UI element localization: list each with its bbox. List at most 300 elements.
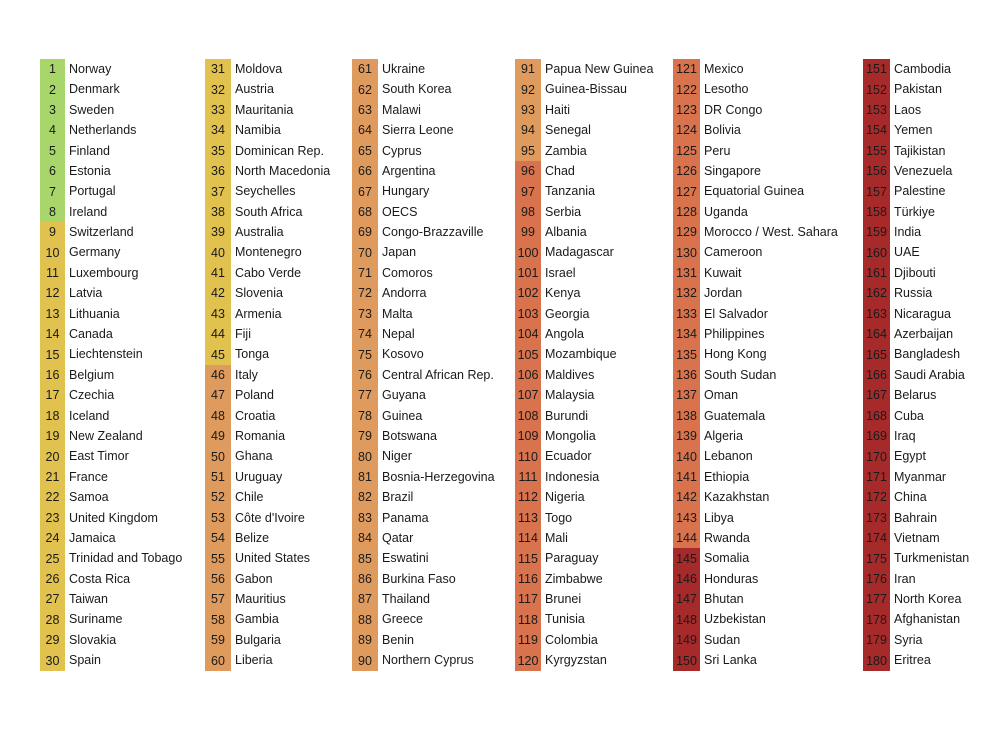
rank-number: 116 bbox=[515, 569, 541, 589]
rank-column bbox=[352, 59, 495, 671]
rank-number: 152 bbox=[863, 79, 890, 99]
rank-number: 38 bbox=[205, 202, 231, 222]
table-row bbox=[40, 324, 182, 344]
rank-number: 149 bbox=[673, 630, 700, 650]
table-row bbox=[673, 120, 838, 140]
table-row bbox=[863, 120, 969, 140]
table-row bbox=[863, 79, 969, 99]
rank-number: 125 bbox=[673, 141, 700, 161]
table-row bbox=[205, 141, 330, 161]
table-row bbox=[863, 569, 969, 589]
rank-number: 2 bbox=[40, 79, 65, 99]
table-row bbox=[205, 426, 330, 446]
country-name: Kuwait bbox=[704, 265, 742, 280]
rank-number: 61 bbox=[352, 59, 378, 79]
country-name: Kosovo bbox=[382, 347, 424, 362]
country-name: Bosnia-Herzegovina bbox=[382, 469, 495, 484]
country-name: Lithuania bbox=[69, 306, 120, 321]
rank-number: 77 bbox=[352, 385, 378, 405]
rank-number: 69 bbox=[352, 222, 378, 242]
table-row bbox=[205, 263, 330, 283]
rank-number: 164 bbox=[863, 324, 890, 344]
table-row bbox=[40, 385, 182, 405]
table-row bbox=[863, 59, 969, 79]
country-name: Zambia bbox=[545, 143, 587, 158]
table-row bbox=[515, 120, 653, 140]
country-name: Guinea bbox=[382, 408, 423, 423]
table-row bbox=[352, 100, 495, 120]
country-name: Nigeria bbox=[545, 490, 585, 505]
country-name: Guyana bbox=[382, 388, 426, 403]
table-row bbox=[515, 630, 653, 650]
table-row bbox=[863, 365, 969, 385]
rank-number: 144 bbox=[673, 528, 700, 548]
country-name: Mali bbox=[545, 530, 568, 545]
rank-number: 159 bbox=[863, 222, 890, 242]
table-row bbox=[352, 202, 495, 222]
table-row bbox=[863, 508, 969, 528]
country-name: Estonia bbox=[69, 163, 111, 178]
rank-number: 83 bbox=[352, 508, 378, 528]
table-row bbox=[515, 202, 653, 222]
table-row bbox=[515, 304, 653, 324]
rank-number: 5 bbox=[40, 141, 65, 161]
country-name: Malaysia bbox=[545, 388, 595, 403]
rank-number: 122 bbox=[673, 79, 700, 99]
rank-number: 161 bbox=[863, 263, 890, 283]
country-name: Congo-Brazzaville bbox=[382, 225, 484, 240]
rank-number: 62 bbox=[352, 79, 378, 99]
table-row bbox=[673, 141, 838, 161]
country-name: Saudi Arabia bbox=[894, 367, 965, 382]
country-name: Oman bbox=[704, 388, 739, 403]
table-row bbox=[863, 344, 969, 364]
country-name: Cambodia bbox=[894, 61, 951, 76]
country-name: Pakistan bbox=[894, 82, 942, 97]
country-name: Switzerland bbox=[69, 225, 134, 240]
country-name: Ukraine bbox=[382, 61, 426, 76]
rank-number: 13 bbox=[40, 304, 65, 324]
country-name: Lesotho bbox=[704, 82, 749, 97]
country-name: Côte d'Ivoire bbox=[235, 510, 305, 525]
country-name: Turkmenistan bbox=[894, 551, 970, 566]
table-row bbox=[40, 263, 182, 283]
rank-number: 10 bbox=[40, 243, 65, 263]
table-row bbox=[352, 59, 495, 79]
rank-number: 65 bbox=[352, 141, 378, 161]
table-row bbox=[352, 610, 495, 630]
country-name: Canada bbox=[69, 327, 113, 342]
rank-number: 7 bbox=[40, 181, 65, 201]
rank-number: 43 bbox=[205, 304, 231, 324]
table-row bbox=[40, 202, 182, 222]
rank-number: 140 bbox=[673, 446, 700, 466]
rank-number: 78 bbox=[352, 406, 378, 426]
country-name: Japan bbox=[382, 245, 417, 260]
rank-number: 31 bbox=[205, 59, 231, 79]
table-row bbox=[40, 508, 182, 528]
table-row bbox=[205, 569, 330, 589]
rank-number: 71 bbox=[352, 263, 378, 283]
country-name: North Korea bbox=[894, 592, 962, 607]
table-row bbox=[205, 528, 330, 548]
rank-number: 102 bbox=[515, 283, 541, 303]
rank-number: 174 bbox=[863, 528, 890, 548]
country-name: Liberia bbox=[235, 653, 273, 668]
country-name: Somalia bbox=[704, 551, 750, 566]
table-row bbox=[205, 202, 330, 222]
table-row bbox=[205, 344, 330, 364]
country-name: Mauritania bbox=[235, 102, 294, 117]
country-name: Ethiopia bbox=[704, 469, 750, 484]
rank-number: 23 bbox=[40, 508, 65, 528]
country-name: Seychelles bbox=[235, 184, 296, 199]
table-row bbox=[205, 304, 330, 324]
table-row bbox=[40, 610, 182, 630]
table-row bbox=[352, 650, 495, 670]
rank-number: 66 bbox=[352, 161, 378, 181]
rank-number: 12 bbox=[40, 283, 65, 303]
rank-number: 100 bbox=[515, 243, 541, 263]
country-name: OECS bbox=[382, 204, 418, 219]
rank-number: 126 bbox=[673, 161, 700, 181]
country-name: Germany bbox=[69, 245, 121, 260]
country-name: Maldives bbox=[545, 367, 595, 382]
table-row bbox=[673, 487, 838, 507]
rank-number: 143 bbox=[673, 508, 700, 528]
table-row bbox=[205, 406, 330, 426]
table-row bbox=[863, 243, 969, 263]
country-name: Rwanda bbox=[704, 530, 750, 545]
table-row bbox=[673, 569, 838, 589]
country-name: Bangladesh bbox=[894, 347, 961, 362]
table-row bbox=[863, 650, 969, 670]
country-name: Iceland bbox=[69, 408, 110, 423]
country-name: Norway bbox=[69, 61, 112, 76]
table-row bbox=[863, 324, 969, 344]
rank-number: 147 bbox=[673, 589, 700, 609]
table-row bbox=[515, 243, 653, 263]
rank-number: 136 bbox=[673, 365, 700, 385]
rank-number: 47 bbox=[205, 385, 231, 405]
table-row bbox=[205, 385, 330, 405]
country-name: Mauritius bbox=[235, 592, 286, 607]
country-name: Honduras bbox=[704, 571, 759, 586]
rank-number: 60 bbox=[205, 650, 231, 670]
table-row bbox=[40, 467, 182, 487]
country-name: Laos bbox=[894, 102, 922, 117]
country-name: Luxembourg bbox=[69, 265, 139, 280]
rank-number: 92 bbox=[515, 79, 541, 99]
table-row bbox=[352, 589, 495, 609]
rank-number: 163 bbox=[863, 304, 890, 324]
rank-number: 25 bbox=[40, 548, 65, 568]
rank-number: 36 bbox=[205, 161, 231, 181]
country-name: Brunei bbox=[545, 592, 582, 607]
rank-number: 103 bbox=[515, 304, 541, 324]
table-row bbox=[673, 161, 838, 181]
country-name: North Macedonia bbox=[235, 163, 331, 178]
country-name: Bolivia bbox=[704, 123, 741, 138]
rank-number: 134 bbox=[673, 324, 700, 344]
country-name: Chad bbox=[545, 163, 575, 178]
country-name: Bahrain bbox=[894, 510, 938, 525]
rank-number: 146 bbox=[673, 569, 700, 589]
rank-number: 129 bbox=[673, 222, 700, 242]
table-row bbox=[40, 344, 182, 364]
rank-number: 85 bbox=[352, 548, 378, 568]
table-row bbox=[352, 467, 495, 487]
table-row bbox=[863, 304, 969, 324]
table-row bbox=[863, 548, 969, 568]
country-name: Venezuela bbox=[894, 163, 953, 178]
rank-number: 9 bbox=[40, 222, 65, 242]
table-row bbox=[515, 79, 653, 99]
table-row bbox=[673, 283, 838, 303]
table-row bbox=[40, 243, 182, 263]
country-name: Zimbabwe bbox=[545, 571, 603, 586]
rank-number: 6 bbox=[40, 161, 65, 181]
table-row bbox=[352, 263, 495, 283]
country-name: Samoa bbox=[69, 490, 109, 505]
table-row bbox=[205, 487, 330, 507]
rank-number: 121 bbox=[673, 59, 700, 79]
table-row bbox=[515, 487, 653, 507]
table-row bbox=[515, 59, 653, 79]
country-name: Panama bbox=[382, 510, 429, 525]
country-name: Netherlands bbox=[69, 123, 137, 138]
table-row bbox=[863, 589, 969, 609]
table-row bbox=[673, 79, 838, 99]
rank-number: 153 bbox=[863, 100, 890, 120]
rank-number: 105 bbox=[515, 344, 541, 364]
rank-number: 45 bbox=[205, 344, 231, 364]
country-name: Ireland bbox=[69, 204, 108, 219]
country-name: Uganda bbox=[704, 204, 748, 219]
rank-number: 28 bbox=[40, 610, 65, 630]
country-name: Colombia bbox=[545, 632, 598, 647]
country-name: Armenia bbox=[235, 306, 282, 321]
table-row bbox=[352, 385, 495, 405]
rank-number: 115 bbox=[515, 548, 541, 568]
table-row bbox=[205, 324, 330, 344]
country-name: Iraq bbox=[894, 428, 916, 443]
rank-number: 82 bbox=[352, 487, 378, 507]
table-row bbox=[40, 487, 182, 507]
table-row bbox=[863, 385, 969, 405]
table-row bbox=[515, 650, 653, 670]
rank-number: 40 bbox=[205, 243, 231, 263]
rank-number: 30 bbox=[40, 650, 65, 670]
rank-number: 15 bbox=[40, 344, 65, 364]
country-name: Nepal bbox=[382, 327, 415, 342]
rank-number: 165 bbox=[863, 344, 890, 364]
country-name: Thailand bbox=[382, 592, 430, 607]
table-row bbox=[515, 283, 653, 303]
table-row bbox=[352, 344, 495, 364]
rank-number: 97 bbox=[515, 181, 541, 201]
rank-number: 106 bbox=[515, 365, 541, 385]
rank-number: 76 bbox=[352, 365, 378, 385]
table-row bbox=[40, 365, 182, 385]
country-name: Mexico bbox=[704, 61, 744, 76]
country-name: Tajikistan bbox=[894, 143, 946, 158]
table-row bbox=[205, 161, 330, 181]
table-row bbox=[515, 569, 653, 589]
country-name: Slovakia bbox=[69, 632, 117, 647]
rank-number: 84 bbox=[352, 528, 378, 548]
rank-number: 104 bbox=[515, 324, 541, 344]
rank-column bbox=[40, 59, 182, 671]
table-row bbox=[352, 324, 495, 344]
country-name: Afghanistan bbox=[894, 612, 961, 627]
table-row bbox=[673, 589, 838, 609]
table-row bbox=[352, 528, 495, 548]
rank-number: 17 bbox=[40, 385, 65, 405]
table-row bbox=[515, 446, 653, 466]
table-row bbox=[863, 487, 969, 507]
table-row bbox=[352, 141, 495, 161]
table-row bbox=[515, 365, 653, 385]
country-name: Bhutan bbox=[704, 592, 744, 607]
country-name: Jordan bbox=[704, 286, 743, 301]
rank-number: 155 bbox=[863, 141, 890, 161]
rank-number: 58 bbox=[205, 610, 231, 630]
country-name: China bbox=[894, 490, 927, 505]
table-row bbox=[352, 365, 495, 385]
rank-number: 139 bbox=[673, 426, 700, 446]
rank-number: 90 bbox=[352, 650, 378, 670]
rank-number: 3 bbox=[40, 100, 65, 120]
rank-number: 137 bbox=[673, 385, 700, 405]
table-row bbox=[40, 161, 182, 181]
rank-number: 21 bbox=[40, 467, 65, 487]
rank-number: 37 bbox=[205, 181, 231, 201]
rank-number: 166 bbox=[863, 365, 890, 385]
country-name: Andorra bbox=[382, 286, 427, 301]
country-name: Belgium bbox=[69, 367, 115, 382]
country-name: South Sudan bbox=[704, 367, 777, 382]
table-row bbox=[673, 426, 838, 446]
table-row bbox=[352, 283, 495, 303]
country-name: Djibouti bbox=[894, 265, 936, 280]
country-name: Italy bbox=[235, 367, 258, 382]
rank-number: 39 bbox=[205, 222, 231, 242]
rank-number: 73 bbox=[352, 304, 378, 324]
country-name: Syria bbox=[894, 632, 923, 647]
table-row bbox=[673, 385, 838, 405]
country-name: Burkina Faso bbox=[382, 571, 456, 586]
rank-number: 95 bbox=[515, 141, 541, 161]
table-row bbox=[205, 79, 330, 99]
country-name: Fiji bbox=[235, 327, 251, 342]
country-name: United States bbox=[235, 551, 311, 566]
country-name: Algeria bbox=[704, 428, 743, 443]
country-name: Gambia bbox=[235, 612, 279, 627]
country-name: Haiti bbox=[545, 102, 571, 117]
rank-number: 114 bbox=[515, 528, 541, 548]
table-row bbox=[673, 508, 838, 528]
rank-number: 178 bbox=[863, 610, 890, 630]
rank-number: 52 bbox=[205, 487, 231, 507]
country-name: Equatorial Guinea bbox=[704, 184, 805, 199]
country-name: Tunisia bbox=[545, 612, 585, 627]
table-row bbox=[40, 79, 182, 99]
rank-number: 63 bbox=[352, 100, 378, 120]
country-name: Ghana bbox=[235, 449, 273, 464]
table-row bbox=[40, 589, 182, 609]
table-row bbox=[205, 467, 330, 487]
rank-number: 35 bbox=[205, 141, 231, 161]
table-row bbox=[673, 630, 838, 650]
rank-number: 20 bbox=[40, 446, 65, 466]
table-row bbox=[515, 263, 653, 283]
country-name: Tanzania bbox=[545, 184, 596, 199]
rank-number: 18 bbox=[40, 406, 65, 426]
country-name: Papua New Guinea bbox=[545, 61, 654, 76]
rank-number: 32 bbox=[205, 79, 231, 99]
rank-number: 99 bbox=[515, 222, 541, 242]
country-name: Brazil bbox=[382, 490, 414, 505]
country-name: Myanmar bbox=[894, 469, 947, 484]
table-row bbox=[352, 181, 495, 201]
table-row bbox=[352, 406, 495, 426]
table-row bbox=[673, 406, 838, 426]
table-row bbox=[40, 181, 182, 201]
country-name: Latvia bbox=[69, 286, 103, 301]
rank-number: 118 bbox=[515, 610, 541, 630]
country-name: Eritrea bbox=[894, 653, 931, 668]
rank-number: 107 bbox=[515, 385, 541, 405]
table-row bbox=[515, 406, 653, 426]
rank-number: 75 bbox=[352, 344, 378, 364]
rank-number: 27 bbox=[40, 589, 65, 609]
rank-number: 135 bbox=[673, 344, 700, 364]
rank-number: 70 bbox=[352, 243, 378, 263]
table-row bbox=[673, 528, 838, 548]
table-row bbox=[863, 406, 969, 426]
rank-number: 172 bbox=[863, 487, 890, 507]
rank-number: 123 bbox=[673, 100, 700, 120]
country-name: Portugal bbox=[69, 184, 116, 199]
table-row bbox=[205, 120, 330, 140]
table-row bbox=[40, 548, 182, 568]
rank-number: 57 bbox=[205, 589, 231, 609]
country-name: South Africa bbox=[235, 204, 303, 219]
table-row bbox=[863, 630, 969, 650]
rank-number: 133 bbox=[673, 304, 700, 324]
country-name: Russia bbox=[894, 286, 933, 301]
country-name: Guatemala bbox=[704, 408, 766, 423]
rank-number: 91 bbox=[515, 59, 541, 79]
country-name: El Salvador bbox=[704, 306, 768, 321]
country-name: Ecuador bbox=[545, 449, 592, 464]
rank-number: 131 bbox=[673, 263, 700, 283]
table-row bbox=[515, 141, 653, 161]
country-name: Egypt bbox=[894, 449, 926, 464]
rank-number: 117 bbox=[515, 589, 541, 609]
country-name: Palestine bbox=[894, 184, 946, 199]
country-name: UAE bbox=[894, 245, 920, 260]
country-name: South Korea bbox=[382, 82, 452, 97]
table-row bbox=[40, 406, 182, 426]
rank-number: 48 bbox=[205, 406, 231, 426]
rank-number: 167 bbox=[863, 385, 890, 405]
rank-number: 49 bbox=[205, 426, 231, 446]
rank-number: 93 bbox=[515, 100, 541, 120]
rank-number: 160 bbox=[863, 243, 890, 263]
table-row bbox=[515, 324, 653, 344]
